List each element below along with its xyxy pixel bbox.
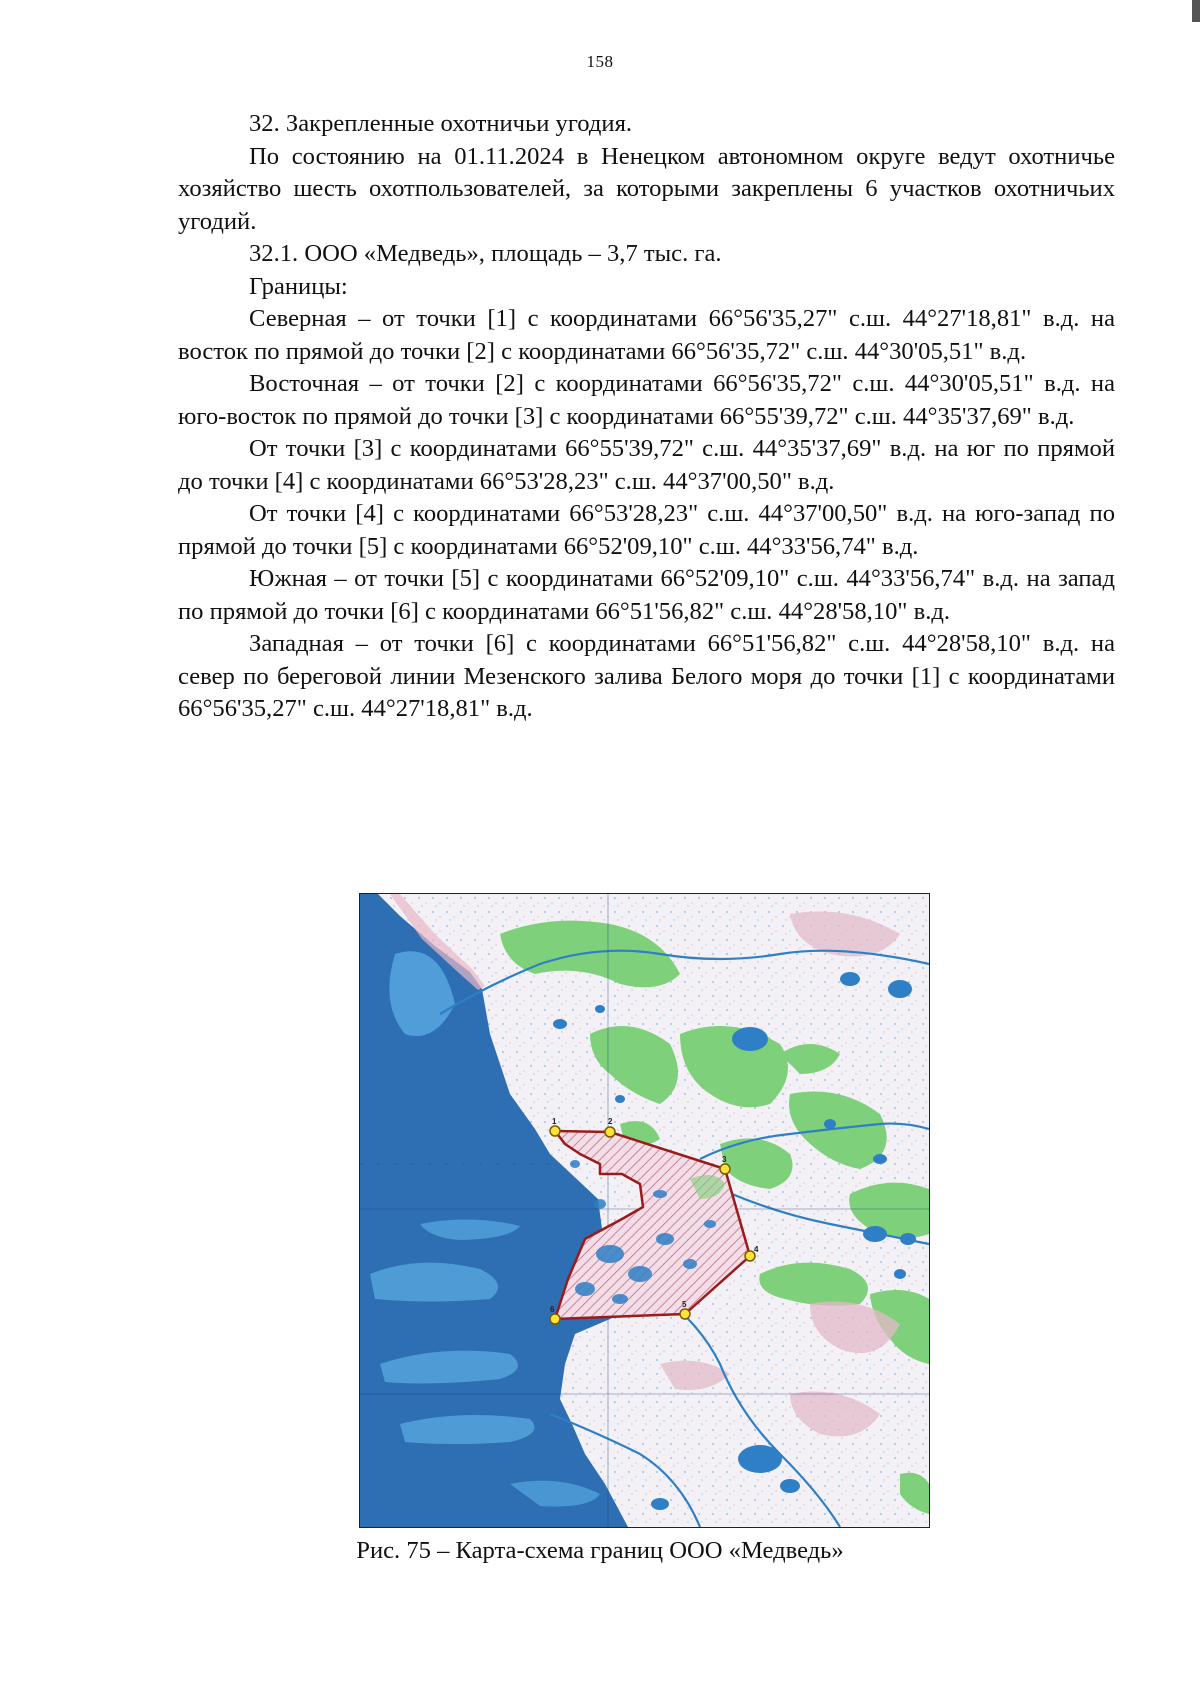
border-east: Восточная – от точки [2] с координатами 66°56'35,72" с.ш. 44°30'05,51" в.д. на юго-восток по прямой до точки [3] с координатами 66°55'39,72" с.ш. 44°35'37,69" в.д. xyxy=(178,370,1115,430)
border-segment-3-4: От точки [3] с координатами 66°55'39,72" с.ш. 44°35'37,69" в.д. на юг по прямой до точки [4] с координатами 66°53'28,23" с.ш. 44°37'00,50" в.д. xyxy=(178,435,1115,495)
boundary-point-2 xyxy=(605,1127,615,1137)
point-label-1: 1 xyxy=(552,1117,557,1126)
point-label-2: 2 xyxy=(608,1117,613,1126)
boundary-point-5 xyxy=(680,1309,690,1319)
document-body xyxy=(178,108,1115,726)
border-south: Южная – от точки [5] с координатами 66°52'09,10" с.ш. 44°33'56,74" в.д. на запад по прямой до точки [6] с координатами 66°51'56,82" с.ш. 44°28'58,10" в.д. xyxy=(178,565,1115,625)
boundary-point-6 xyxy=(550,1314,560,1324)
point-label-4: 4 xyxy=(754,1245,759,1254)
borders-heading: Границы: xyxy=(249,272,348,300)
border-west: Западная – от точки [6] с координатами 66°51'56,82" с.ш. 44°28'58,10" в.д. на север по береговой линии Мезенского залива Белого моря до точки [1] с координатами 66°56'35,27" с.ш. 44°27'18,81" в.д. xyxy=(178,630,1115,722)
map-canvas xyxy=(360,894,929,1527)
point-label-6: 6 xyxy=(550,1305,555,1314)
scan-edge-mark xyxy=(1192,0,1200,22)
page-number: 158 xyxy=(586,52,614,71)
boundary-point-1 xyxy=(550,1126,560,1136)
point-label-5: 5 xyxy=(682,1300,687,1309)
figure-caption: Рис. 75 – Карта-схема границ ООО «Медведь» xyxy=(356,1537,844,1564)
section-title: 32. Закрепленные охотничьи угодия. xyxy=(249,110,633,137)
border-segment-4-5: От точки [4] с координатами 66°53'28,23" с.ш. 44°37'00,50" в.д. на юго-запад по прямой до точки [5] с координатами 66°52'09,10" с.ш. 44°33'56,74" в.д. xyxy=(178,500,1115,560)
boundary-point-3 xyxy=(720,1164,730,1174)
border-north: Северная – от точки [1] с координатами 66°56'35,27" с.ш. 44°27'18,81" в.д. на восток по прямой до точки [2] с координатами 66°56'35,72" с.ш. 44°30'05,51" в.д. xyxy=(178,305,1115,365)
boundary-map xyxy=(359,893,930,1528)
intro-paragraph: По состоянию на 01.11.2024 в Ненецком автономном округе ведут охотничье хозяйство шесть охотпользователей, за которыми закреплены 6 участков охотничьих угодий. xyxy=(178,142,1115,235)
point-label-3: 3 xyxy=(722,1155,727,1164)
subsection-title: 32.1. ООО «Медведь», площадь – 3,7 тыс. га. xyxy=(249,240,722,267)
